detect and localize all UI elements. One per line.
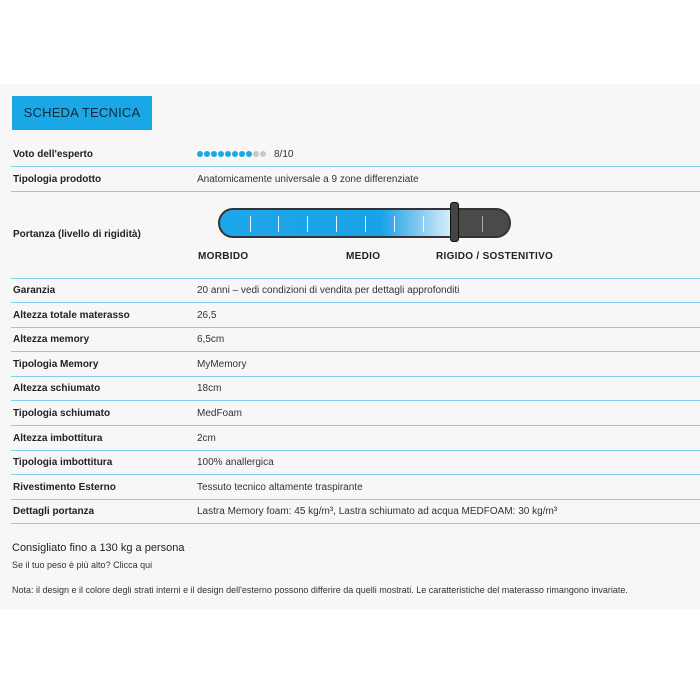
product-type-label: Tipologia prodotto [13, 174, 102, 185]
slider-tick [423, 216, 424, 232]
spec-row [11, 278, 700, 303]
product-type-row [11, 167, 700, 192]
spec-row [11, 327, 700, 352]
spec-value: 2cm [197, 432, 216, 444]
expert-rating-label: Voto dell'esperto [13, 149, 93, 160]
spec-row [11, 426, 700, 451]
slider-tick [482, 216, 483, 232]
spec-label: Dettagli portanza [13, 506, 95, 518]
slider-tick [365, 216, 366, 232]
scale-label-firm: RIGIDO / SOSTENITIVO [436, 251, 554, 262]
spec-value: Tessuto tecnico altamente traspirante [197, 481, 363, 493]
spec-value: 26,5 [197, 309, 217, 321]
spec-row [11, 303, 700, 328]
firmness-handle [450, 202, 459, 242]
firmness-track [218, 208, 511, 238]
spec-value: 18cm [197, 383, 222, 395]
recommendation-text: Consigliato fino a 130 kg a persona [12, 542, 185, 554]
spec-label: Garanzia [13, 285, 56, 296]
spec-label: Tipologia schiumato [13, 408, 111, 419]
rating-dot-filled [218, 151, 224, 157]
spec-label: Tipologia Memory [13, 358, 99, 370]
spec-label: Tipologia imbottitura [13, 457, 113, 469]
rating-dot-filled [232, 151, 238, 157]
rating-dot-filled [211, 151, 217, 157]
slider-tick [336, 216, 337, 232]
spec-label: Altezza schiumato [13, 383, 101, 395]
firmness-slider [218, 206, 511, 238]
slider-tick [307, 216, 308, 232]
spec-label: Altezza totale materasso [13, 309, 130, 321]
scale-label-medium: MEDIO [346, 251, 381, 262]
rating-dot-filled [197, 151, 203, 157]
expert-rating-row [11, 142, 700, 167]
spec-value: MyMemory [197, 358, 247, 370]
scale-label-soft: MORBIDO [198, 251, 249, 262]
rating-dot-filled [246, 151, 252, 157]
slider-tick [250, 216, 251, 232]
spec-value: MedFoam [197, 408, 243, 419]
spec-value: Lastra Memory foam: 45 kg/m³, Lastra schiumato ad acqua MEDFOAM: 30 kg/m³ [197, 506, 558, 518]
spec-value: 20 anni – vedi condizioni di vendita per dettagli approfonditi [197, 285, 460, 296]
spec-row [11, 475, 700, 500]
spec-row [11, 376, 700, 401]
technical-sheet [0, 84, 700, 609]
spec-label: Altezza imbottitura [13, 432, 103, 444]
spec-row [11, 499, 700, 524]
spec-value: 6,5cm [197, 334, 225, 346]
product-type-value: Anatomicamente universale a 9 zone differenziate [197, 174, 419, 185]
rating-dots [197, 142, 293, 166]
weight-link[interactable]: Se il tuo peso è più alto? Clicca qui [12, 560, 153, 570]
rating-dot-empty [253, 151, 259, 157]
firmness-label: Portanza (livello di rigidità) [13, 229, 141, 240]
rating-dot-filled [239, 151, 245, 157]
slider-tick [394, 216, 395, 232]
spec-row [11, 450, 700, 475]
design-note: Nota: il design e il colore degli strati interni e il design dell'esterno possono differire da quelli mostrati. Le caratteristiche del materasso rimangono invariate. [12, 585, 628, 595]
rating-dot-filled [225, 151, 231, 157]
spec-row [11, 401, 700, 426]
rating-score: 8/10 [274, 148, 294, 160]
spec-label: Altezza memory [13, 334, 90, 346]
spec-label: Rivestimento Esterno [13, 481, 116, 493]
rating-dot-filled [204, 151, 210, 157]
sheet-title-tab: SCHEDA TECNICA [12, 96, 152, 130]
spec-row [11, 352, 700, 377]
rating-dot-empty [260, 151, 266, 157]
slider-tick [278, 216, 279, 232]
spec-value: 100% anallergica [197, 457, 274, 469]
